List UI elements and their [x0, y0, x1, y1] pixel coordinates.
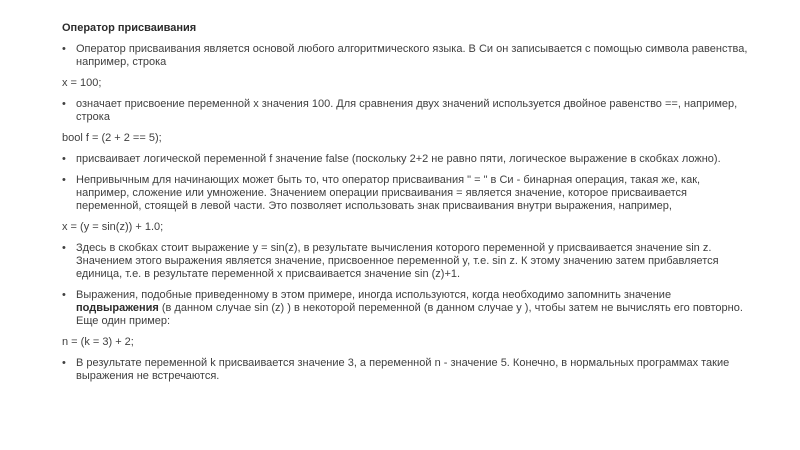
bullet-icon: • — [62, 98, 66, 110]
paragraph: означает присвоение переменной x значения 100. Для сравнения двух значений используется двойное равенство ==, например, строка — [76, 98, 738, 123]
bullet-icon: • — [62, 357, 66, 369]
paragraph: В результате переменной k присваивается значение 3, а переменной n - значение 5. Конечно, в нормальных программах такие выражения не встречаются. — [76, 357, 730, 382]
paragraph: Непривычным для начинающих может быть то, что оператор присваивания " = " в Си - бинарная операция, такая же, как, например, сложение или умножение. Значением операции присваивания = является значение, которое присваивается переменной, стоящей в левой части. Это позволяет использовать знак присваивания внутри выражения, например, — [76, 174, 701, 212]
emphasized-term: подвыражения — [76, 302, 159, 314]
paragraph: Здесь в скобках стоит выражение y = sin(z), в результате вычисления которого переменной y присваивается значение sin z. Значением этого выражения является значение, присвоенное переменной y, т.е. sin z. К этому значению затем прибавляется единица, т.е. в результате переменной x присваивается значение sin (z)+1. — [76, 242, 719, 280]
paragraph — [76, 289, 743, 327]
bullet-item — [62, 242, 752, 281]
code-line: x = (y = sin(z)) + 1.0; — [62, 221, 164, 233]
bullet-icon: • — [62, 289, 66, 301]
bullet-item — [62, 43, 752, 69]
bullet-item — [62, 357, 752, 383]
bullet-icon: • — [62, 153, 66, 165]
paragraph: присваивает логической переменной f значение false (поскольку 2+2 не равно пяти, логическое выражение в скобках ложно). — [76, 153, 721, 165]
bullet-item — [62, 153, 752, 166]
bullet-icon: • — [62, 174, 66, 186]
code-line: bool f = (2 + 2 == 5); — [62, 132, 162, 144]
bullet-icon: • — [62, 242, 66, 254]
bullet-icon: • — [62, 43, 66, 55]
slide-title: Оператор присваивания — [62, 22, 197, 34]
paragraph: Оператор присваивания является основой любого алгоритмического языка. В Си он записывается с помощью символа равенства, например, строка — [76, 43, 748, 68]
bullet-item — [62, 289, 752, 328]
code-line: n = (k = 3) + 2; — [62, 336, 134, 348]
bullet-item — [62, 98, 752, 124]
code-line: x = 100; — [62, 77, 102, 89]
paragraph-part: (в данном случае sin (z) ) в некоторой переменной (в данном случае y ), чтобы затем не вычислять его повторно. Еще один пример: — [76, 302, 743, 327]
paragraph-part: Выражения, подобные приведенному в этом примере, иногда используются, когда необходимо запомнить значение — [76, 289, 672, 301]
slide-content — [62, 22, 752, 391]
bullet-item — [62, 174, 752, 213]
